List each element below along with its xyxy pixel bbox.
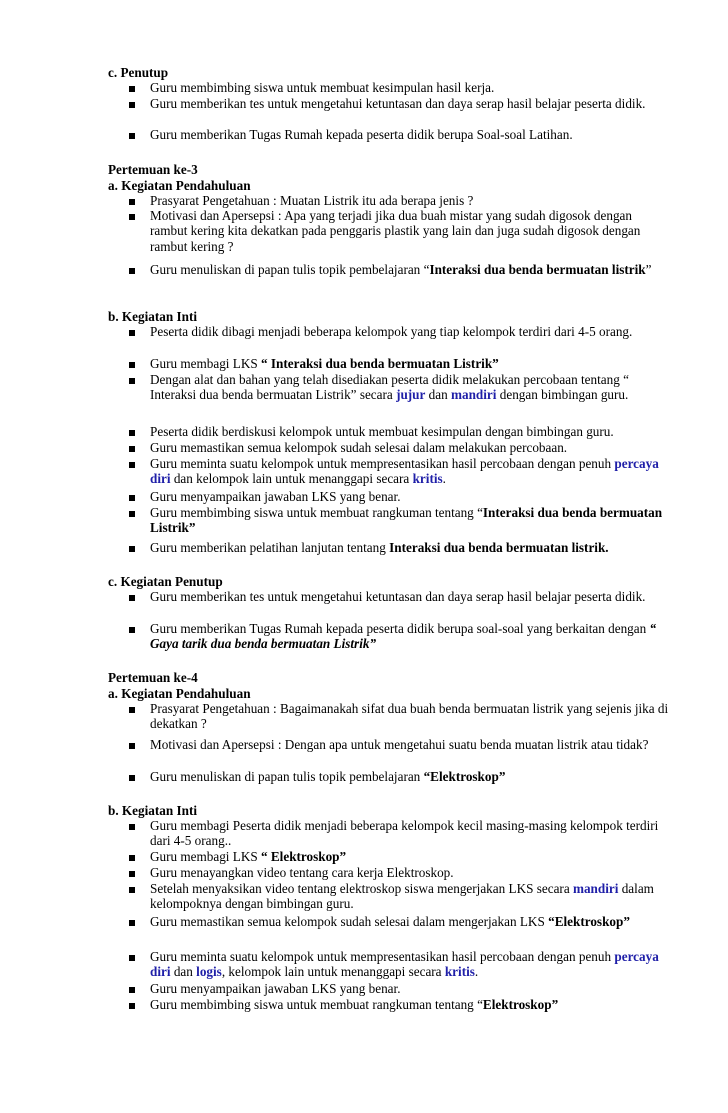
bullet-icon — [129, 330, 135, 336]
bullet-icon — [129, 511, 135, 517]
bullet-icon — [129, 102, 135, 108]
list-item: Motivasi dan Apersepsi : Dengan apa untuk mengetahui suatu benda muatan listrik atau tidak? — [150, 737, 649, 752]
bullet-icon — [129, 86, 135, 92]
bullet-icon — [129, 133, 135, 139]
list-item: Guru memberikan pelatihan lanjutan tentang Interaksi dua benda bermuatan listrik. — [150, 540, 609, 555]
list-item: Guru memastikan semua kelompok sudah selesai dalam mengerjakan LKS “Elektroskop” — [150, 914, 630, 929]
list-item: Guru memberikan Tugas Rumah kepada peserta didik berupa Soal-soal Latihan. — [150, 127, 573, 142]
bullet-icon — [129, 743, 135, 749]
list-item: Setelah menyaksikan video tentang elektroskop siswa mengerjakan LKS secara mandiri dalam kelompoknya dengan bimbingan guru. — [150, 881, 654, 912]
list-item: Guru membagi LKS “ Elektroskop” — [150, 849, 347, 864]
list-item: Guru menuliskan di papan tulis topik pembelajaran “Interaksi dua benda bermuatan listrik” — [150, 262, 652, 277]
section-heading: b. Kegiatan Inti — [108, 309, 198, 324]
bullet-icon — [129, 855, 135, 861]
bullet-icon — [129, 199, 135, 205]
list-item: Motivasi dan Apersepsi : Apa yang terjadi jika dua buah mistar yang sudah digosok dengan rambut kering kita dekatkan pada penggaris plastik yang lain dan juga sudah digosok dengan rambut kering ? — [150, 208, 641, 254]
bullet-icon — [129, 430, 135, 436]
bullet-icon — [129, 627, 135, 633]
list-item: Guru memberikan Tugas Rumah kepada peserta didik berupa soal-soal yang berkaitan dengan “ Gaya tarik dua benda bermuatan Listrik” — [150, 621, 657, 652]
bullet-icon — [129, 871, 135, 877]
list-item: Guru memberikan tes untuk mengetahui ketuntasan dan daya serap hasil belajar peserta didik. — [150, 96, 646, 111]
list-item: Guru membagi LKS “ Interaksi dua benda bermuatan Listrik” — [150, 356, 499, 371]
section-heading: a. Kegiatan Pendahuluan — [108, 686, 251, 701]
list-item: Guru menyampaikan jawaban LKS yang benar. — [150, 489, 401, 504]
section-heading: b. Kegiatan Inti — [108, 803, 198, 818]
list-item: Guru memberikan tes untuk mengetahui ketuntasan dan daya serap hasil belajar peserta didik. — [150, 589, 646, 604]
list-item: Guru menyampaikan jawaban LKS yang benar. — [150, 981, 401, 996]
meeting-title: Pertemuan ke-3 — [108, 162, 198, 177]
bullet-icon — [129, 920, 135, 926]
bullet-icon — [129, 595, 135, 601]
list-item: Guru memastikan semua kelompok sudah selesai dalam melakukan percobaan. — [150, 440, 568, 455]
list-item: Dengan alat dan bahan yang telah disediakan peserta didik melakukan percobaan tentang “ Interaksi dua benda bermuatan Listrik” secara jujur dan mandiri dengan bimbingan guru. — [150, 372, 629, 403]
bullet-icon — [129, 446, 135, 452]
bullet-icon — [129, 987, 135, 993]
bullet-icon — [129, 824, 135, 830]
list-item: Prasyarat Pengetahuan : Bagaimanakah sifat dua buah benda bermuatan listrik yang sejenis jika di dekatkan ? — [150, 701, 669, 732]
list-item: Prasyarat Pengetahuan : Muatan Listrik itu ada berapa jenis ? — [150, 193, 474, 208]
list-item: Peserta didik dibagi menjadi beberapa kelompok yang tiap kelompok terdiri dari 4-5 orang. — [150, 324, 633, 339]
list-item: Guru membimbing siswa untuk membuat kesimpulan hasil kerja. — [150, 80, 495, 95]
list-item: Guru menayangkan video tentang cara kerja Elektroskop. — [150, 865, 454, 880]
bullet-icon — [129, 214, 135, 220]
bullet-icon — [129, 495, 135, 501]
section-heading: c. Penutup — [108, 65, 169, 80]
bullet-icon — [129, 546, 135, 552]
bullet-icon — [129, 707, 135, 713]
list-item: Guru membimbing siswa untuk membuat rangkuman tentang “Elektroskop” — [150, 997, 559, 1012]
list-item: Guru meminta suatu kelompok untuk mempresentasikan hasil percobaan dengan penuh percaya diri dan logis, kelompok lain untuk menanggapi secara kritis. — [150, 949, 659, 980]
bullet-icon — [129, 955, 135, 961]
meeting-title: Pertemuan ke-4 — [108, 670, 198, 685]
bullet-icon — [129, 362, 135, 368]
section-heading: c. Kegiatan Penutup — [108, 574, 223, 589]
bullet-icon — [129, 268, 135, 274]
list-item: Guru membimbing siswa untuk membuat rangkuman tentang “Interaksi dua benda bermuatan Listrik” — [150, 505, 663, 536]
bullet-icon — [129, 887, 135, 893]
bullet-icon — [129, 1003, 135, 1009]
bullet-icon — [129, 462, 135, 468]
list-item: Peserta didik berdiskusi kelompok untuk membuat kesimpulan dengan bimbingan guru. — [150, 424, 614, 439]
bullet-icon — [129, 775, 135, 781]
list-item: Guru meminta suatu kelompok untuk mempresentasikan hasil percobaan dengan penuh percaya diri dan kelompok lain untuk menanggapi secara kritis. — [150, 456, 659, 487]
list-item: Guru membagi Peserta didik menjadi beberapa kelompok kecil masing-masing kelompok terdiri dari 4-5 orang.. — [150, 818, 659, 849]
section-heading: a. Kegiatan Pendahuluan — [108, 178, 251, 193]
list-item: Guru menuliskan di papan tulis topik pembelajaran “Elektroskop” — [150, 769, 506, 784]
bullet-icon — [129, 378, 135, 384]
